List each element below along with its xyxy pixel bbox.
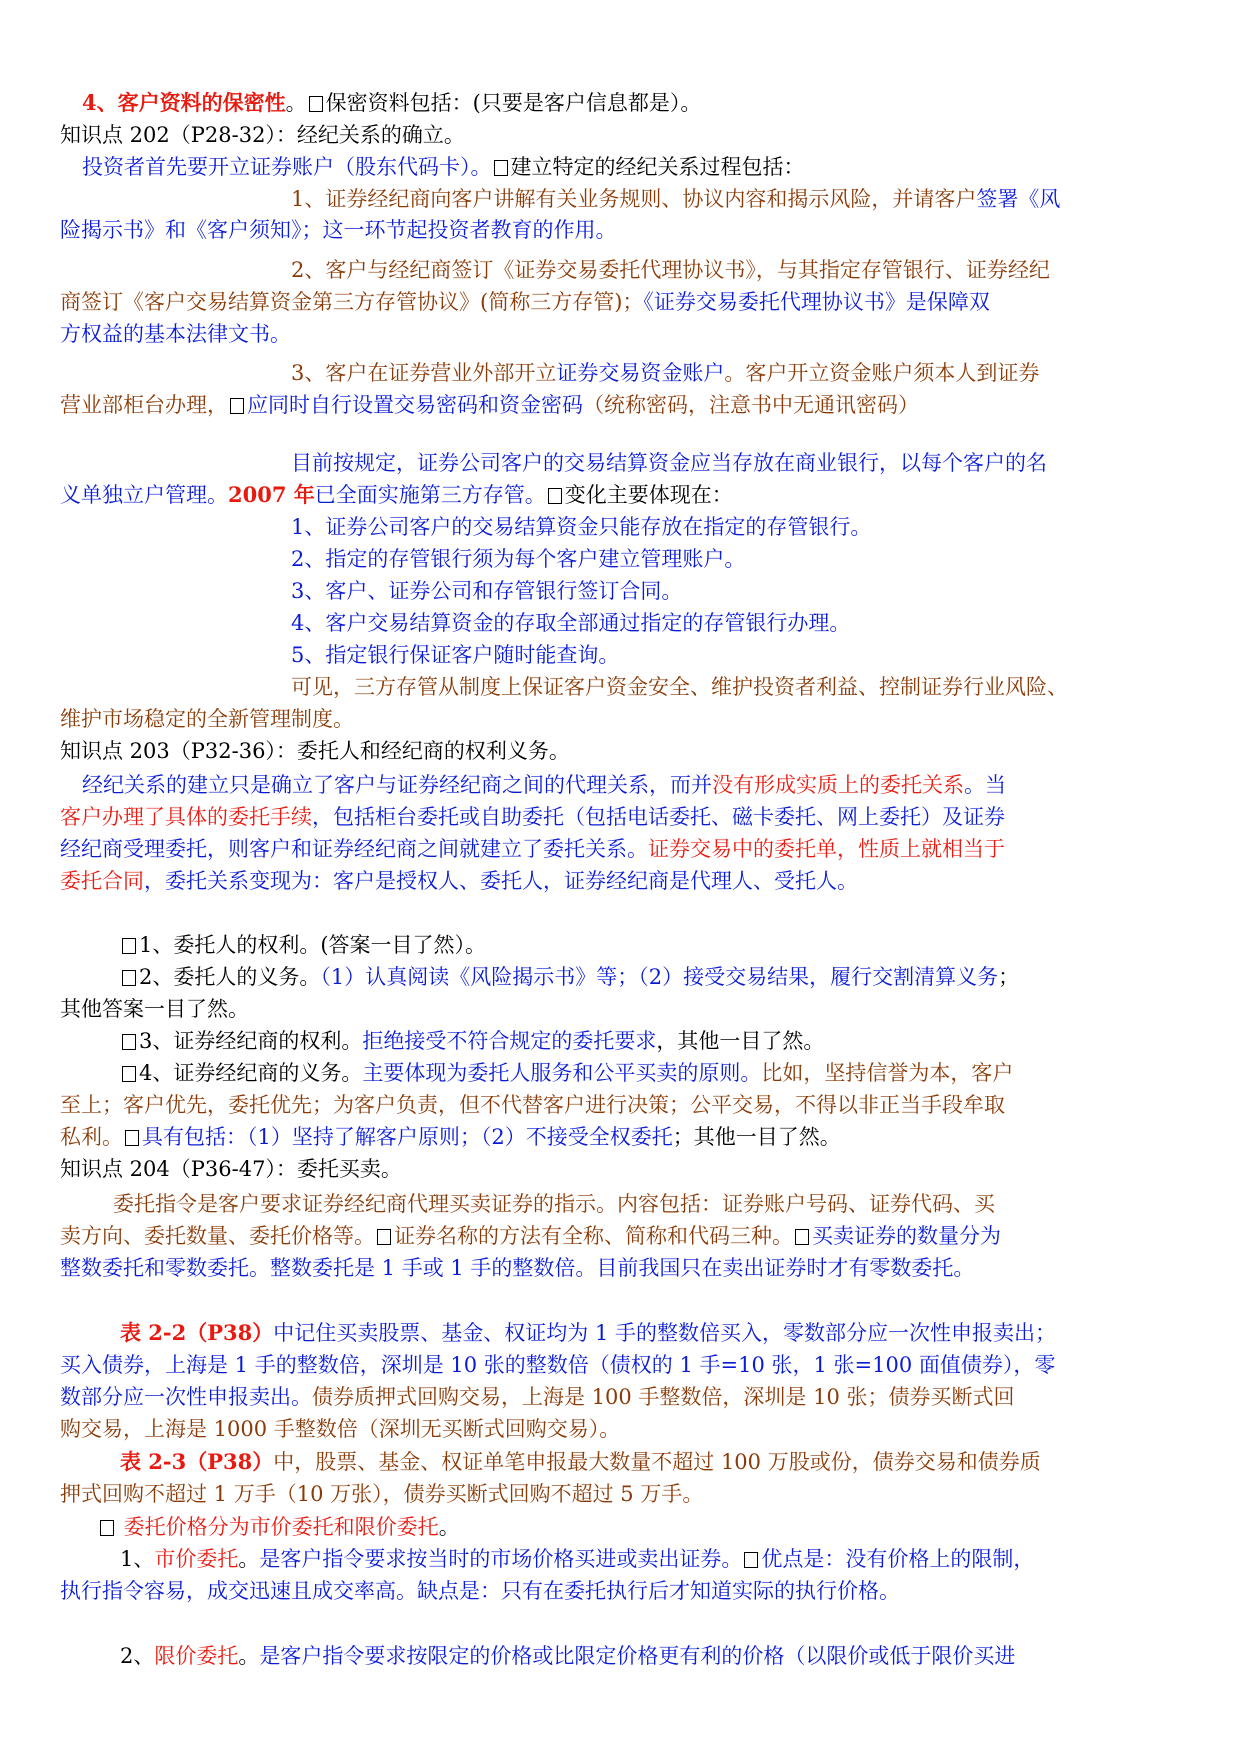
text-segment: 买卖证券的数量分为 bbox=[812, 1224, 1001, 1248]
text-segment: 建立特定的经纪关系过程包括： bbox=[510, 155, 805, 179]
text-segment: 《证券交易委托代理协议书》是保障双 bbox=[643, 290, 990, 314]
text-segment: ；其他一目了然。 bbox=[672, 1125, 841, 1149]
text-segment: 已全面实施第三方存管。 bbox=[314, 483, 546, 507]
text-segment: 经纪关系的建立只是确立了客户与证券经纪商之间的代理关系，而并 bbox=[82, 773, 712, 797]
text-segment: 。客户开立资金账户须本人到证券 bbox=[724, 361, 1040, 385]
text-segment: 知识点 202（P28-32）：经纪关系的确立。 bbox=[60, 123, 465, 147]
text-line bbox=[113, 1189, 995, 1219]
text-segment: 维护市场稳定的全新管理制度。 bbox=[60, 707, 354, 731]
text-line bbox=[60, 287, 990, 317]
text-segment: 知识点 204（P36-47）：委托买卖。 bbox=[60, 1157, 402, 1181]
checkbox-square-icon bbox=[795, 1229, 809, 1245]
text-segment: 市价委托 bbox=[154, 1547, 239, 1571]
text-segment: 委托价格分为市价委托和限价委托 bbox=[117, 1515, 439, 1539]
text-line bbox=[60, 1221, 1001, 1251]
text-segment: 表 2-3（P38） bbox=[120, 1449, 274, 1474]
checkbox-square-icon bbox=[122, 938, 136, 954]
text-segment: 中，股票、基金、权证单笔申报最大数量不超过 100 万股或份，债券交易和债券质 bbox=[273, 1450, 1041, 1474]
text-segment: （1）认真阅读《风险揭示书》等；（2）接受交易结果，履行交割清算义务 bbox=[320, 965, 999, 989]
text-line bbox=[120, 962, 1019, 992]
text-segment: 。当 bbox=[964, 773, 1006, 797]
text-segment: 营业部柜台办理， bbox=[60, 393, 228, 417]
text-segment: 具有包括：（1）坚持了解客户原则；（2）不接受全权委托 bbox=[142, 1125, 673, 1149]
text-segment: 购交易，上海是 1000 手整数倍（深圳无买断式回购交易）。 bbox=[60, 1417, 621, 1441]
text-segment: 债券质押式回购交易，上海是 100 手整数倍，深圳是 10 张；债券买断式回 bbox=[312, 1385, 1015, 1409]
text-line bbox=[120, 1447, 1041, 1477]
text-segment: 4、客户交易结算资金的存取全部通过指定的存管银行办理。 bbox=[291, 611, 851, 635]
text-segment: ，其他一目了然。 bbox=[656, 1029, 825, 1053]
text-line bbox=[60, 1090, 1005, 1120]
checkbox-square-icon bbox=[548, 488, 562, 504]
text-segment: 表 2-2（P38） bbox=[120, 1320, 274, 1345]
text-segment: 拒绝接受不符合规定的委托要求 bbox=[362, 1029, 657, 1053]
text-line bbox=[60, 1576, 900, 1606]
text-line bbox=[60, 1154, 402, 1184]
text-segment: 2007 年 bbox=[228, 482, 315, 507]
text-segment: 至上；客户优先，委托优先；为客户负责，但不代替客户进行决策；公平交易，不得以非正当手段牟取 bbox=[60, 1093, 1005, 1117]
text-segment: 比如，坚持信誉为本，客户 bbox=[761, 1061, 1014, 1085]
text-line bbox=[291, 358, 1039, 388]
text-segment: 签署《风 bbox=[976, 187, 1061, 211]
text-line bbox=[60, 994, 249, 1024]
text-line bbox=[120, 1544, 1034, 1574]
text-line bbox=[291, 448, 1047, 478]
text-segment: 数部分应一次性申报卖出。 bbox=[60, 1385, 312, 1409]
checkbox-square-icon bbox=[230, 398, 244, 414]
text-line bbox=[60, 319, 291, 349]
text-segment: 1、证券公司客户的交易结算资金只能存放在指定的存管银行。 bbox=[291, 515, 872, 539]
text-line bbox=[60, 1122, 841, 1152]
text-line bbox=[60, 1350, 1055, 1380]
text-segment: 卖方向、委托数量、委托价格等。 bbox=[60, 1224, 375, 1248]
text-line bbox=[60, 1382, 1015, 1412]
checkbox-square-icon bbox=[122, 970, 136, 986]
text-segment: 没有形成实质上的委托关系 bbox=[712, 773, 964, 797]
text-segment: 应同时自行设置交易密码和资金密码 bbox=[247, 393, 583, 417]
text-segment: 委托指令是客户要求证券经纪商代理买卖证券的指示。内容包括：证券账户号码、证券代码、买 bbox=[113, 1192, 995, 1216]
text-segment: （统称密码，注意书中无通讯密码） bbox=[583, 393, 919, 417]
text-segment: 可见，三方存管从制度上保证客户资金安全、维护投资者利益、控制证券行业风险、 bbox=[291, 675, 1068, 699]
text-line bbox=[60, 1253, 974, 1283]
text-segment: 客户办理了具体的委托手续 bbox=[60, 805, 312, 829]
text-segment: 3、客户、证券公司和存管银行签订合同。 bbox=[291, 579, 683, 603]
text-segment: 证券交易中的委托单，性质上就相当于 bbox=[648, 837, 1005, 861]
text-line bbox=[82, 152, 805, 182]
text-segment: 变化主要体现在： bbox=[564, 483, 733, 507]
text-line bbox=[98, 1512, 460, 1542]
text-segment: 1、委托人的权利。(答案一目了然）。 bbox=[139, 933, 487, 957]
text-line bbox=[60, 1479, 703, 1509]
text-line bbox=[291, 512, 871, 542]
text-line bbox=[291, 184, 1060, 214]
text-line bbox=[291, 672, 1068, 702]
checkbox-square-icon bbox=[377, 1229, 391, 1245]
text-segment: 买入债券，上海是 1 手的整数倍，深圳是 10 张的整数倍 bbox=[60, 1353, 589, 1377]
text-segment: 。 bbox=[285, 91, 307, 115]
text-segment: 证券名称的方法有全称、简称和代码三种。 bbox=[394, 1224, 793, 1248]
text-line bbox=[291, 608, 850, 638]
text-line bbox=[60, 1414, 620, 1444]
text-segment: 私利。 bbox=[60, 1125, 123, 1149]
text-segment: 。 bbox=[438, 1515, 460, 1539]
text-line bbox=[291, 640, 619, 670]
text-segment: 是客户指令要求按限定的价格或比限定价格更有利的价格（以限价或低于限价买进 bbox=[259, 1644, 1016, 1668]
text-segment: 中记住买卖股票、基金、权证均为 1 手的整数倍买入，零数部分应一次性申报卖出； bbox=[273, 1321, 1056, 1345]
text-segment: 方权益的基本法律文书。 bbox=[60, 322, 291, 346]
text-segment: 商签订《客户交易结算资金第三方存管协议》(简称三方存管)； bbox=[60, 290, 644, 314]
text-line bbox=[120, 1058, 1013, 1088]
text-line bbox=[291, 544, 745, 574]
text-line bbox=[291, 255, 1050, 285]
text-segment: 整数委托和零数委托。整数委托是 1 手或 1 手的整数倍。目前我国只在卖出证券时才有零数委托。 bbox=[60, 1256, 975, 1280]
text-segment: 委托合同 bbox=[60, 869, 144, 893]
text-segment: 2、客户与经纪商签订《证券交易委托代理协议书》，与其指定存管银行、证券经纪 bbox=[291, 258, 1050, 282]
checkbox-square-icon bbox=[122, 1034, 136, 1050]
text-line bbox=[291, 576, 682, 606]
text-segment: 2、 bbox=[120, 1644, 155, 1668]
text-segment: 3、证券经纪商的权利。 bbox=[139, 1029, 363, 1053]
text-segment: 目前按规定，证券公司客户的交易结算资金应当存放在商业银行，以每个客户的名 bbox=[291, 451, 1047, 475]
checkbox-square-icon bbox=[309, 96, 323, 112]
text-segment: ； bbox=[998, 965, 1020, 989]
text-segment: 是客户指令要求按当时的市场价格买进或卖出证券。 bbox=[259, 1547, 743, 1571]
text-segment: 主要体现为委托人服务和公平买卖的原则。 bbox=[362, 1061, 762, 1085]
text-line bbox=[60, 834, 1005, 864]
text-segment: 4、客户资料的保密性 bbox=[82, 90, 286, 115]
text-segment: 1、证券经纪商向客户讲解有关业务规则、协议内容和揭示风险，并请客户 bbox=[291, 187, 977, 211]
text-segment: 。 bbox=[238, 1644, 260, 1668]
text-line bbox=[60, 480, 733, 510]
text-segment: ，包括柜台委托或自助委托（包括电话委托、磁卡委托、网上委托）及证券 bbox=[312, 805, 1005, 829]
text-segment: 3、客户在证券营业外部开立 bbox=[291, 361, 557, 385]
text-segment: 知识点 203（P32-36）：委托人和经纪商的权利义务。 bbox=[60, 739, 570, 763]
text-segment: 险揭示书》和《客户须知》；这一环节起投资者教育的作用。 bbox=[60, 218, 617, 242]
text-line bbox=[120, 1641, 1015, 1671]
text-line bbox=[60, 866, 858, 896]
text-line bbox=[60, 802, 1005, 832]
checkbox-square-icon bbox=[494, 160, 508, 176]
text-segment: 。 bbox=[238, 1547, 260, 1571]
text-segment: 2、委托人的义务。 bbox=[139, 965, 321, 989]
text-segment: 4、证券经纪商的义务。 bbox=[139, 1061, 363, 1085]
text-segment: （债权的 1 手=10 张，1 张=100 面值债券） bbox=[588, 1353, 1014, 1377]
text-segment: 5、指定银行保证客户随时能查询。 bbox=[291, 643, 620, 667]
text-segment: 其他答案一目了然。 bbox=[60, 997, 249, 1021]
text-segment: 证券交易资金账户 bbox=[556, 361, 725, 385]
text-segment: 执行指令容易，成交迅速且成交率高。缺点是：只有在委托执行后才知道实际的执行价格。 bbox=[60, 1579, 900, 1603]
text-line bbox=[82, 88, 701, 118]
text-line bbox=[60, 120, 465, 150]
text-segment: 2、指定的存管银行须为每个客户建立管理账户。 bbox=[291, 547, 746, 571]
checkbox-square-icon bbox=[125, 1130, 139, 1146]
text-line bbox=[120, 1318, 1056, 1348]
text-line bbox=[60, 736, 570, 766]
text-line bbox=[60, 704, 354, 734]
text-segment: 经纪商受理委托，则客户和证券经纪商之间就建立了委托关系。 bbox=[60, 837, 648, 861]
text-segment: 投资者首先要开立证券账户（股东代码卡）。 bbox=[82, 155, 492, 179]
text-line bbox=[120, 930, 486, 960]
text-segment: 1、 bbox=[120, 1547, 155, 1571]
text-line bbox=[60, 215, 617, 245]
text-segment: 优点是：没有价格上的限制， bbox=[761, 1547, 1035, 1571]
text-segment: 押式回购不超过 1 万手（10 万张），债券买断式回购不超过 5 万手。 bbox=[60, 1482, 704, 1506]
checkbox-square-icon bbox=[744, 1552, 758, 1568]
text-line bbox=[120, 1026, 824, 1056]
text-segment: ，零 bbox=[1013, 1353, 1056, 1377]
text-segment: 限价委托 bbox=[154, 1644, 239, 1668]
checkbox-square-icon bbox=[100, 1520, 114, 1536]
checkbox-square-icon bbox=[122, 1066, 136, 1082]
text-segment: ，委托关系变现为：客户是授权人、委托人，证券经纪商是代理人、受托人。 bbox=[144, 869, 858, 893]
text-segment: 义单独立户管理。 bbox=[60, 483, 228, 507]
text-segment: 保密资料包括：(只要是客户信息都是）。 bbox=[325, 91, 702, 115]
text-line bbox=[60, 390, 919, 420]
text-line bbox=[82, 770, 1006, 800]
